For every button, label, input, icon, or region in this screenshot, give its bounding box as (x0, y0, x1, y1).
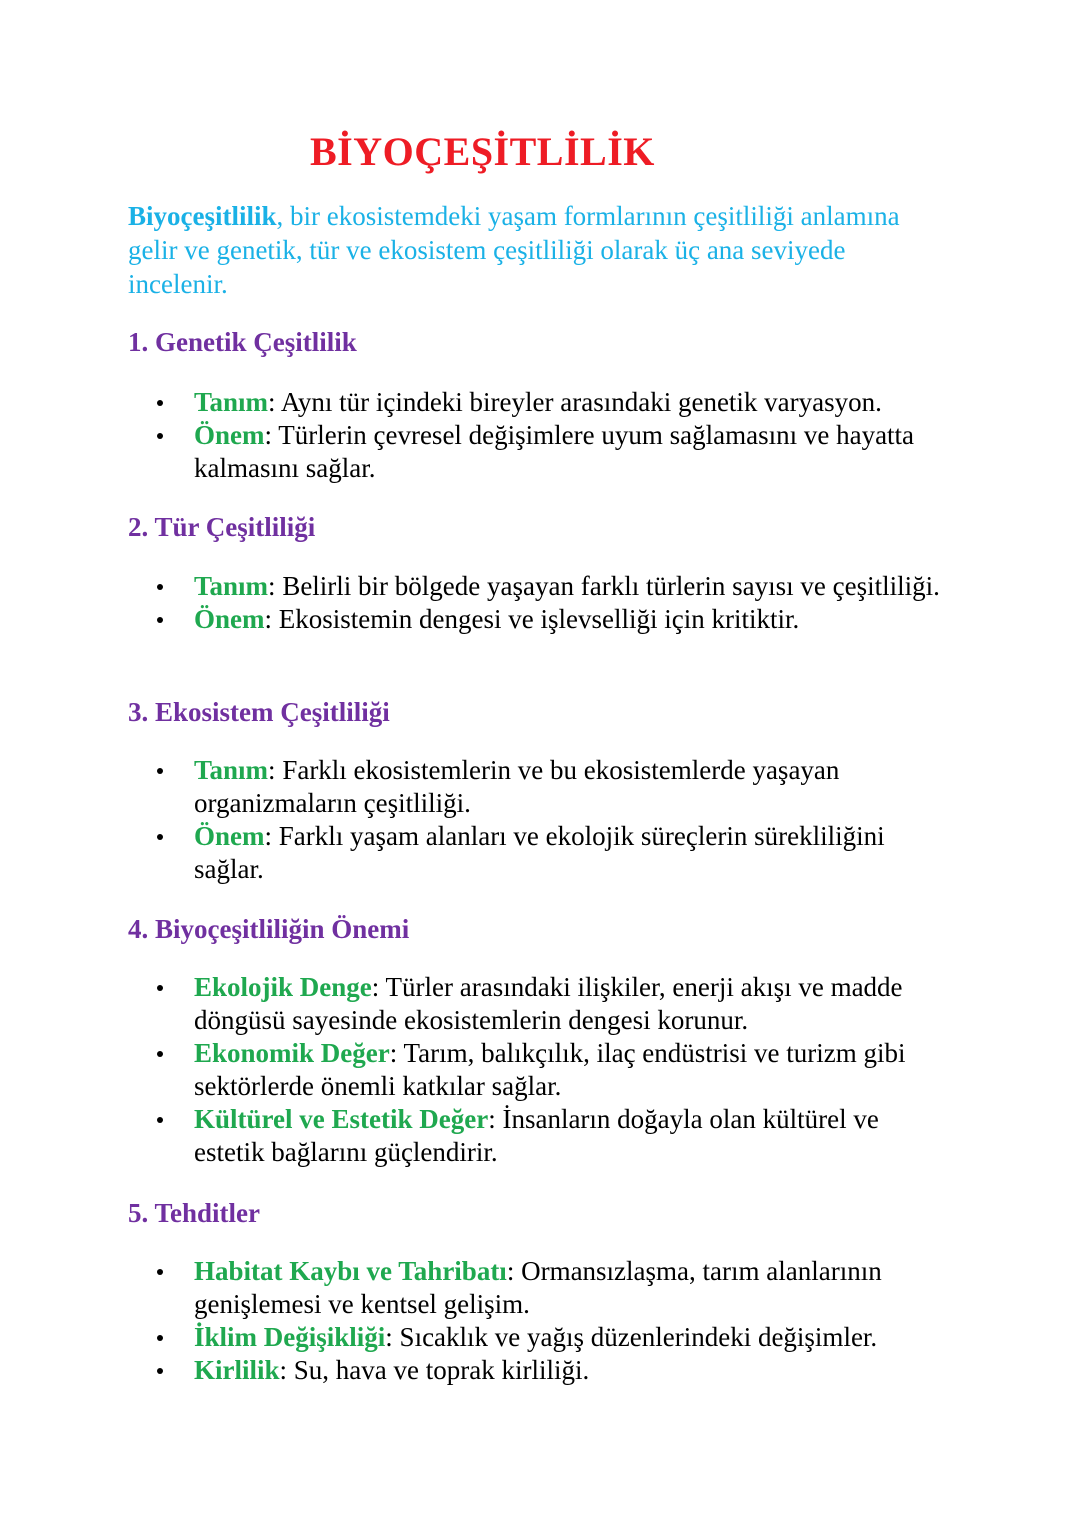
list-item (155, 1103, 955, 1169)
bullet-icon (157, 584, 163, 590)
intro-term: Biyoçeşitlilik (128, 201, 277, 231)
item-text: Farklı yaşam alanları ve ekolojik süreçlerin sürekliliğini sağlar. (194, 821, 885, 884)
item-text: Su, hava ve toprak kirliliği. (287, 1355, 590, 1385)
intro-paragraph (128, 199, 928, 301)
item-term: Tanım (194, 755, 269, 785)
item-colon: : (268, 571, 276, 601)
list-item (155, 419, 955, 485)
bullet-icon (157, 1117, 163, 1123)
list-item (155, 1321, 955, 1354)
list-item (155, 1354, 955, 1387)
item-term: Önem (194, 821, 265, 851)
item-text: Farklı ekosistemlerin ve bu ekosistemlerde yaşayan organizmaların çeşitliliği. (194, 755, 840, 818)
bullet-icon (157, 1368, 163, 1374)
item-term: Kültürel ve Estetik Değer (194, 1104, 489, 1134)
list-item (155, 1037, 955, 1103)
item-term: Ekolojik Denge (194, 972, 372, 1002)
item-text: Tarım, balıkçılık, ilaç endüstrisi ve turizm gibi sektörlerde önemli katkılar sağlar. (194, 1038, 906, 1101)
intro-text: , bir ekosistemdeki yaşam formlarının çeşitliliği anlamına gelir ve genetik, tür ve ekosistem çeşitliliği olarak üç ana seviyede incelenir. (128, 201, 900, 299)
bullet-icon (157, 1051, 163, 1057)
bullet-icon (157, 768, 163, 774)
section-heading-ecosystem-diversity: 3. Ekosistem Çeşitliliği (128, 697, 390, 727)
bullet-icon (157, 1269, 163, 1275)
item-term: Kirlilik (194, 1355, 280, 1385)
item-colon: : (371, 972, 380, 1002)
section-list-threats (155, 1255, 955, 1387)
item-text: Ormansızlaşma, tarım alanlarının genişlemesi ve kentsel gelişim. (194, 1256, 882, 1319)
list-item (155, 603, 955, 636)
item-text: İnsanların doğayla olan kültürel ve estetik bağlarını güçlendirir. (194, 1104, 879, 1167)
bullet-icon (157, 433, 163, 439)
item-term: Önem (194, 420, 265, 450)
item-text: Türler arasındaki ilişkiler, enerji akışı ve madde döngüsü sayesinde ekosistemlerin dengesi korunur. (194, 972, 903, 1035)
item-colon: : (389, 1038, 398, 1068)
item-colon: : (268, 755, 276, 785)
list-item (155, 1255, 955, 1321)
list-item (155, 570, 955, 603)
item-term: İklim Değişikliği (194, 1322, 386, 1352)
bullet-icon (157, 617, 163, 623)
item-colon: : (385, 1322, 393, 1352)
bullet-icon (157, 1335, 163, 1341)
item-colon: : (279, 1355, 288, 1385)
section-list-species-diversity (155, 570, 955, 636)
item-text: Sıcaklık ve yağış düzenlerindeki değişimler. (392, 1322, 878, 1352)
item-colon: : (264, 821, 273, 851)
item-colon: : (264, 604, 273, 634)
bullet-icon (157, 985, 163, 991)
document-title: BİYOÇEŞİTLİLİK (310, 129, 655, 174)
section-heading-threats: 5. Tehditler (128, 1198, 261, 1228)
section-list-ecosystem-diversity (155, 754, 955, 886)
item-term: Tanım (194, 571, 269, 601)
item-text: Aynı tür içindeki bireyler arasındaki genetik varyasyon. (275, 387, 882, 417)
item-colon: : (488, 1104, 496, 1134)
item-colon: : (264, 420, 273, 450)
item-colon: : (506, 1256, 515, 1286)
section-list-importance (155, 971, 955, 1169)
item-colon: : (268, 387, 276, 417)
item-text: Belirli bir bölgede yaşayan farklı türlerin sayısı ve çeşitliliği. (275, 571, 940, 601)
section-list-genetic-diversity (155, 386, 955, 485)
section-heading-importance: 4. Biyoçeşitliliğin Önemi (128, 914, 410, 944)
list-item (155, 820, 955, 886)
list-item (155, 754, 955, 820)
item-term: Önem (194, 604, 265, 634)
item-text: Türlerin çevresel değişimlere uyum sağlamasını ve hayatta kalmasını sağlar. (194, 420, 915, 483)
item-text: Ekosistemin dengesi ve işlevselliği için kritiktir. (272, 604, 800, 634)
item-term: Ekonomik Değer (194, 1038, 390, 1068)
list-item (155, 386, 955, 419)
item-term: Habitat Kaybı ve Tahribatı (194, 1256, 507, 1286)
list-item (155, 971, 955, 1037)
section-heading-genetic-diversity: 1. Genetik Çeşitlilik (128, 327, 357, 357)
section-heading-species-diversity: 2. Tür Çeşitliliği (128, 512, 316, 542)
bullet-icon (157, 834, 163, 840)
bullet-icon (157, 400, 163, 406)
item-term: Tanım (194, 387, 269, 417)
